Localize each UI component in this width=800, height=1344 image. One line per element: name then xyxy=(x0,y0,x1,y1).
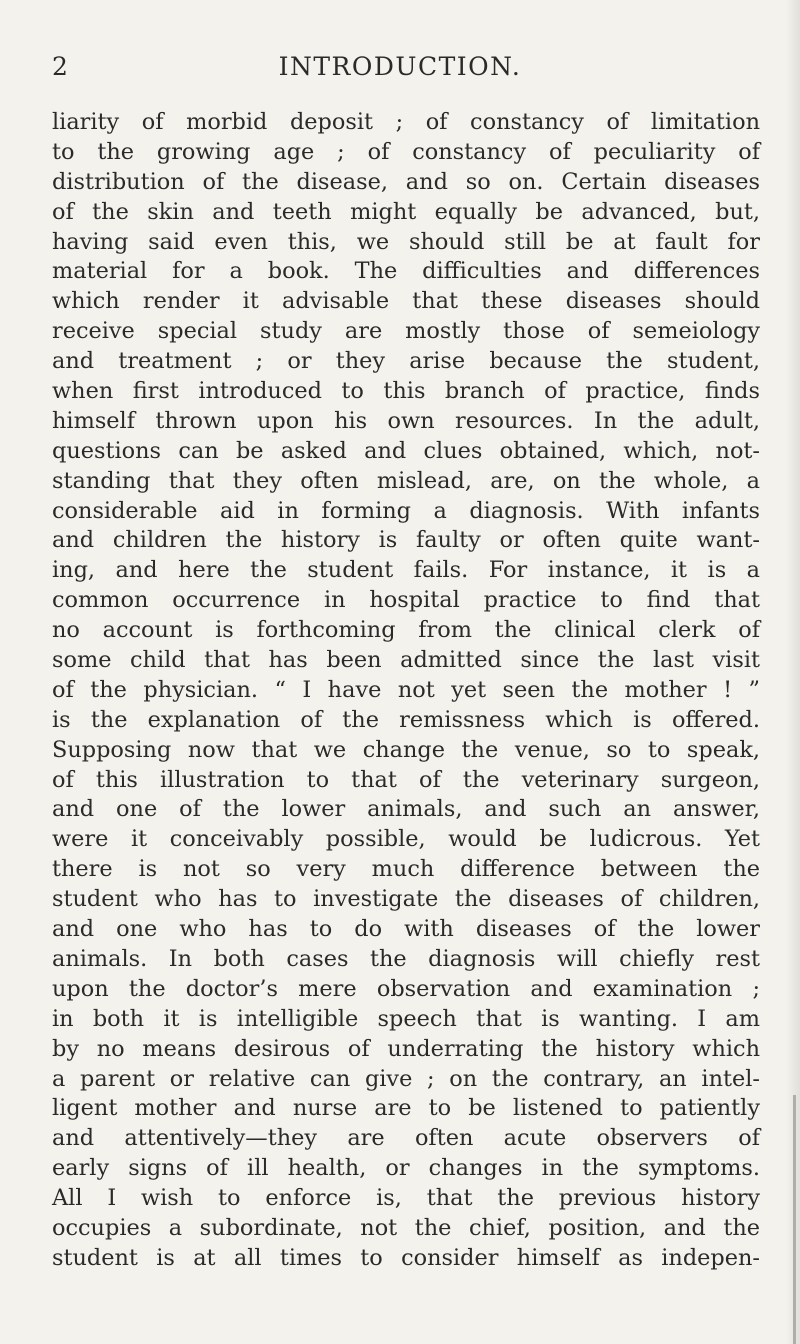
running-title: INTRODUCTION. xyxy=(278,52,522,81)
text-line: no account is forthcoming from the clinical clerk of xyxy=(52,617,760,644)
text-line: some child that has been admitted since the last visit xyxy=(52,647,760,674)
text-line: and one of the lower animals, and such an answer, xyxy=(52,796,760,823)
text-line: receive special study are mostly those of semeiology xyxy=(52,318,760,345)
text-line: early signs of ill health, or changes in the symptoms. xyxy=(52,1155,760,1182)
text-line: liarity of morbid deposit ; of constancy of limitation xyxy=(52,109,760,135)
text-line: himself thrown upon his own resources. In the adult, xyxy=(52,407,760,434)
text-line: ing, and here the student fails. For instance, it is a xyxy=(52,557,760,584)
text-line: student is at all times to consider himself as indepen- xyxy=(52,1244,760,1271)
text-line: and one who has to do with diseases of the lower xyxy=(52,916,760,943)
text-line: in both it is intelligible speech that is wanting. I am xyxy=(52,1005,760,1032)
text-line: a parent or relative can give ; on the contrary, an intel- xyxy=(52,1065,760,1092)
text-line: having said even this, we should still be at fault for xyxy=(52,228,760,255)
text-line: common occurrence in hospital practice to find that xyxy=(52,587,760,614)
page-number: 2 xyxy=(52,52,69,81)
text-line: questions can be asked and clues obtained, which, not- xyxy=(52,437,760,464)
text-line: and attentively—they are often acute observers of xyxy=(52,1125,760,1152)
text-line: Supposing now that we change the venue, so to speak, xyxy=(52,736,760,763)
text-line: of this illustration to that of the veterinary surgeon, xyxy=(52,766,760,793)
text-line: and treatment ; or they arise because the student, xyxy=(52,348,760,375)
text-line: student who has to investigate the diseases of children, xyxy=(52,886,760,913)
text-line: to the growing age ; of constancy of peculiarity of xyxy=(52,138,760,165)
text-line: of the physician. “ I have not yet seen the mother ! ” xyxy=(52,676,760,703)
text-line: which render it advisable that these diseases should xyxy=(52,288,760,315)
text-line: of the skin and teeth might equally be advanced, but, xyxy=(52,198,760,225)
text-line: All I wish to enforce is, that the previous history xyxy=(52,1185,760,1212)
text-line: animals. In both cases the diagnosis will chiefly rest xyxy=(52,945,760,972)
text-line: were it conceivably possible, would be ludicrous. Yet xyxy=(52,826,760,853)
text-line: upon the doctor’s mere observation and examination ; xyxy=(52,975,760,1002)
text-line: there is not so very much difference between the xyxy=(52,856,760,883)
text-line: is the explanation of the remissness which is offered. xyxy=(52,706,760,733)
text-line: and children the history is faulty or often quite want- xyxy=(52,527,760,554)
text-line: standing that they often mislead, are, on the whole, a xyxy=(52,467,760,494)
text-line: material for a book. The difficulties and differences xyxy=(52,258,760,285)
text-line: by no means desirous of underrating the history which xyxy=(52,1035,760,1062)
text-line: occupies a subordinate, not the chief, position, and the xyxy=(52,1214,760,1241)
text-line: when first introduced to this branch of practice, finds xyxy=(52,378,760,405)
text-line: ligent mother and nurse are to be listened to patiently xyxy=(52,1095,760,1122)
text-line: distribution of the disease, and so on. Certain diseases xyxy=(52,168,760,195)
text-line: considerable aid in forming a diagnosis. With infants xyxy=(52,497,760,524)
body-text xyxy=(52,108,760,1274)
page-edge-mark xyxy=(793,1095,796,1344)
